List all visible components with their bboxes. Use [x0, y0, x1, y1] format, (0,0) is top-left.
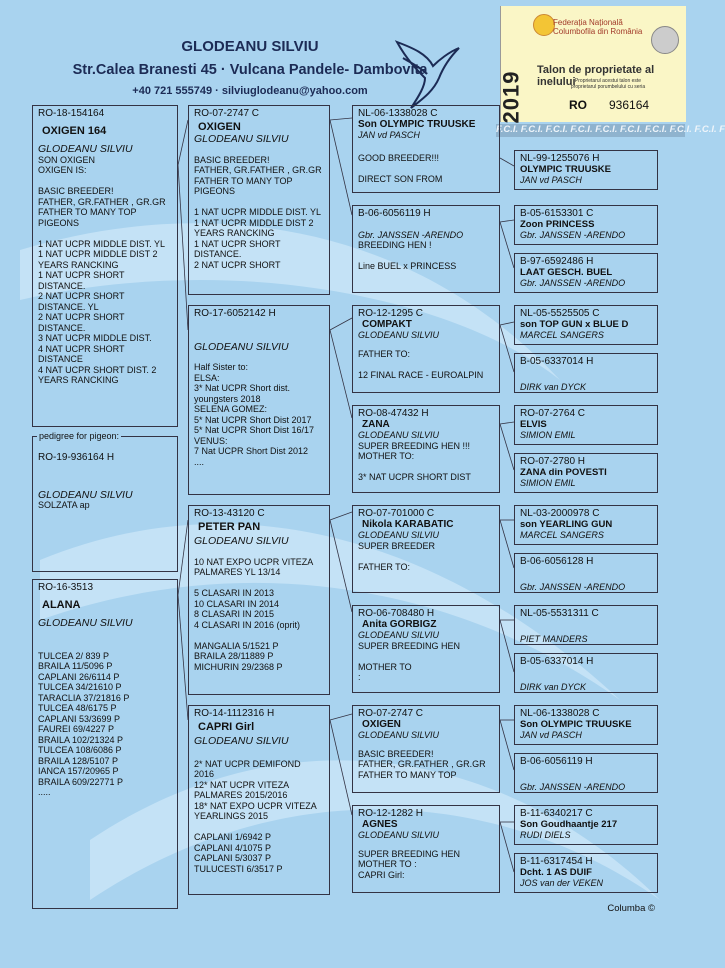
gen3-name: Son OLYMPIC TRUUSKE [358, 118, 476, 130]
gen4-card [514, 205, 658, 245]
gen3-notes: SUPER BREEDER FATHER TO: [358, 540, 436, 572]
gen3-ring: RO-07-701000 C [358, 508, 435, 519]
gen3-notes: SUPER BREEDING HEN !!! MOTHER TO: 3* NAT UCPR SHORT DIST [358, 440, 471, 482]
gen3-ring: B-06-6056119 H [358, 208, 431, 219]
gen4-card [514, 605, 658, 645]
sire-name: OXIGEN 164 [42, 124, 107, 137]
gen4-name: ELVIS [520, 418, 547, 430]
grandparent-owner: GLODEANU SILVIU [194, 735, 289, 747]
certificate-country: RO [569, 98, 587, 112]
gen3-name: Anita GORBIGZ [362, 618, 437, 630]
gen3-name: OXIGEN [362, 718, 401, 730]
gen4-card [514, 353, 658, 393]
gen3-notes: BREEDING HEN ! Line BUEL x PRINCESS [358, 240, 457, 271]
gen4-owner: DIRK van DYCK [520, 381, 587, 392]
grandparent-name: OXIGEN [198, 120, 241, 133]
gen3-name: AGNES [362, 818, 398, 830]
gen4-owner: MARCEL SANGERS [520, 530, 604, 540]
gen4-ring: NL-06-1338028 C [520, 708, 600, 719]
gen4-card [514, 653, 658, 693]
grandparent-card [188, 705, 330, 895]
gen3-card [352, 805, 500, 893]
gen3-card [352, 205, 500, 293]
grandparent-owner: GLODEANU SILVIU [194, 535, 289, 547]
gen3-owner: GLODEANU SILVIU [358, 630, 440, 640]
gen3-ring: RO-12-1295 C [358, 308, 424, 319]
gen3-notes: GOOD BREEDER!!! DIRECT SON FROM [358, 152, 443, 184]
grandparent-card [188, 305, 330, 495]
ring-ownership-certificate [500, 6, 686, 122]
gen4-ring: B-05-6337014 H [520, 656, 594, 667]
grandparent-card [188, 505, 330, 695]
grandparent-notes: Half Sister to: ELSA: 3* Nat UCPR Short dist. youngsters 2018 SELENA GOMEZ: 5* Nat UCPR Short Dist 2017 5* Nat UCPR Short Dist 16/17 VENUS: 7 Nat UCPR Short Dist 2012 .... [194, 362, 315, 467]
gen4-ring: B-97-6592486 H [520, 256, 594, 267]
gen3-owner: GLODEANU SILVIU [358, 330, 440, 340]
dam-card [32, 579, 178, 909]
grandparent-owner: GLODEANU SILVIU [194, 340, 289, 353]
gen4-card [514, 305, 658, 345]
gen3-owner: GLODEANU SILVIU [358, 530, 440, 540]
gen4-owner: Gbr. JANSSEN -ARENDO [520, 581, 626, 592]
breeder-address: Str.Calea Branesti 45 · Vulcana Pandele- Dambovita [72, 62, 428, 78]
federation-name: Federația Națională Columbofila din România [553, 18, 643, 36]
gen4-owner: Gbr. JANSSEN -ARENDO [520, 230, 626, 240]
gen3-ring: RO-08-47432 H [358, 408, 429, 419]
gen4-owner: JAN vd PASCH [520, 730, 582, 740]
gen3-ring: RO-07-2747 C [358, 708, 424, 719]
gen4-owner: SIMION EMIL [520, 430, 576, 440]
grandparent-name: PETER PAN [198, 520, 261, 533]
fci-logo-icon [651, 26, 679, 54]
dove-logo-icon [393, 38, 463, 110]
sire-ring: RO-18-154164 [38, 108, 105, 119]
gen4-name: Son Goudhaantje 217 [520, 818, 618, 830]
certificate-subtitle: Proprietarul acestui talon este proprietarul porumbelului cu seria [570, 78, 646, 90]
gen3-owner: JAN vd PASCH [358, 130, 420, 140]
gen4-ring: B-05-6337014 H [520, 356, 594, 367]
gen4-owner: MARCEL SANGERS [520, 330, 604, 340]
gen4-owner: JAN vd PASCH [520, 175, 582, 185]
grandparent-ring: RO-07-2747 C [194, 108, 260, 119]
sire-owner: GLODEANU SILVIU [38, 143, 133, 155]
pedigree-label: pedigree for pigeon: [39, 431, 120, 441]
gen3-card [352, 105, 500, 193]
gen4-name: LAAT GESCH. BUEL [520, 266, 613, 278]
gen3-ring: NL-06-1338028 C [358, 108, 438, 119]
grandparent-ring: RO-17-6052142 H [194, 308, 276, 319]
grandparent-ring: RO-13-43120 C [194, 508, 265, 519]
gen4-card [514, 150, 658, 190]
gen3-name: ZANA [362, 418, 390, 430]
grandparent-notes: 10 NAT EXPO UCPR VITEZA PALMARES YL 13/14 5 CLASARI IN 2013 10 CLASARI IN 2014 8 CLASARI IN 2015 4 CLASARI IN 2016 (oprit) MANGALIA 5/1521 P BRAILA 28/11889 P MICHURIN 29/2368 P [194, 556, 314, 672]
grandparent-ring: RO-14-1112316 H [194, 708, 275, 719]
gen4-card [514, 805, 658, 845]
gen4-owner: SIMION EMIL [520, 478, 576, 488]
subject-owner: GLODEANU SILVIU [38, 488, 133, 501]
grandparent-owner: GLODEANU SILVIU [194, 133, 289, 145]
gen3-card [352, 605, 500, 693]
copyright-footer: Columba © [607, 903, 655, 914]
grandparent-card [188, 105, 330, 295]
breeder-name: GLODEANU SILVIU [181, 38, 319, 55]
gen3-card [352, 405, 500, 493]
gen4-name: ZANA din POVESTI [520, 466, 607, 478]
subject-card [32, 436, 178, 572]
gen4-owner: RUDI DIELS [520, 830, 571, 840]
gen3-owner: GLODEANU SILVIU [358, 830, 440, 840]
dam-owner: GLODEANU SILVIU [38, 617, 133, 629]
gen4-ring: NL-99-1255076 H [520, 153, 600, 164]
gen4-name: OLYMPIC TRUUSKE [520, 163, 611, 175]
gen4-name: Son OLYMPIC TRUUSKE [520, 718, 632, 730]
gen3-notes: FATHER TO: 12 FINAL RACE - EUROALPIN [358, 348, 484, 380]
certificate-title: Talon de proprietate al inelului [537, 64, 655, 88]
breeder-contact: +40 721 555749 · silviuglodeanu@yahoo.com [132, 85, 368, 97]
gen3-name: Nikola KARABATIC [362, 518, 454, 530]
subject-note: SOLZATA ap [38, 500, 90, 510]
grandparent-notes: BASIC BREEDER! FATHER, GR.FATHER , GR.GR FATHER TO MANY TOP PIGEONS 1 NAT UCPR MIDDLE DIST. YL 1 NAT UCPR MIDDLE DIST 2 YEARS RANCKING 1 NAT UCPR SHORT DISTANCE. 2 NAT UCPR SHORT [194, 154, 322, 270]
sire-card [32, 105, 178, 427]
gen3-owner: Gbr. JANSSEN -ARENDO [358, 229, 464, 240]
gen4-name: Dcht. 1 AS DUIF [520, 866, 592, 878]
dam-notes: TULCEA 2/ 839 P BRAILA 11/5096 P CAPLANI 26/6114 P TULCEA 34/21610 P TARACLIA 37/21816 P TULCEA 48/6175 P CAPLANI 53/3699 P FAUREI 69/4227 P BRAILA 102/21324 P TULCEA 108/6086 P BRAILA 128/5107 P IANCA 157/20965 P BRAILA 609/22771 P ..... [38, 650, 130, 797]
gen4-owner: PIET MANDERS [520, 633, 588, 644]
dam-name: ALANA [42, 598, 81, 611]
gen3-name: COMPAKT [362, 318, 412, 330]
gen3-owner: GLODEANU SILVIU [358, 730, 440, 740]
gen3-card [352, 705, 500, 793]
gen3-owner: GLODEANU SILVIU [358, 430, 440, 440]
gen4-card [514, 453, 658, 493]
gen4-ring: B-05-6153301 C [520, 208, 594, 219]
gen4-card [514, 253, 658, 293]
gen4-card [514, 405, 658, 445]
gen4-ring: NL-03-2000978 C [520, 508, 600, 519]
gen4-ring: RO-07-2780 H [520, 456, 586, 467]
gen4-ring: B-06-6056119 H [520, 756, 593, 767]
gen4-card [514, 705, 658, 745]
gen4-card [514, 505, 658, 545]
gen4-card [514, 853, 658, 893]
gen3-notes: SUPER BREEDING HEN MOTHER TO : CAPRI Girl: [358, 848, 461, 880]
gen4-ring: RO-07-2764 C [520, 408, 586, 419]
gen4-name: son TOP GUN x BLUE D [520, 318, 629, 330]
federation-logo-icon [533, 14, 555, 36]
gen3-card [352, 305, 500, 393]
gen4-ring: B-11-6317454 H [520, 856, 593, 867]
gen4-owner: Gbr. JANSSEN -ARENDO [520, 278, 626, 288]
subject-ring: RO-19-936164 H [38, 452, 115, 463]
sire-notes: SON OXIGEN OXIGEN IS: BASIC BREEDER! FATHER, GR.FATHER , GR.GR FATHER TO MANY TOP PIGEONS 1 NAT UCPR MIDDLE DIST. YL 1 NAT UCPR MIDDLE DIST 2 YEARS RANCKING 1 NAT UCPR SHORT DISTANCE. 2 NAT UCPR SHORT DISTANCE. YL 2 NAT UCPR SHORT DISTANCE. 3 NAT UCPR MIDDLE DIST. 4 NAT UCPR SHORT DISTANCE 4 NAT UCPR SHORT DIST. 2 YEARS RANCKING [38, 154, 166, 385]
gen3-ring: RO-06-708480 H [358, 608, 435, 619]
gen4-card [514, 753, 658, 793]
gen4-owner: DIRK van DYCK [520, 681, 587, 692]
fci-band: F.C.I. F.C.I. F.C.I. F.C.I. F.C.I. F.C.I. F.C.I. F.C.I. F.C.I. F [496, 124, 725, 135]
gen3-notes: BASIC BREEDER! FATHER, GR.FATHER , GR.GR FATHER TO MANY TOP [358, 748, 486, 780]
gen4-card [514, 553, 658, 593]
gen4-owner: Gbr. JANSSEN -ARENDO [520, 781, 626, 792]
certificate-number: 936164 [609, 98, 650, 112]
gen4-ring: B-06-6056128 H [520, 556, 594, 567]
grandparent-notes: 2* NAT UCPR DEMIFOND 2016 12* NAT UCPR VITEZA PALMARES 2015/2016 18* NAT EXPO UCPR VITEZA YEARLINGS 2015 CAPLANI 1/6942 P CAPLANI 4/1075 P CAPLANI 5/3037 P TULUCESTI 6/3517 P [194, 758, 317, 874]
gen4-ring: NL-05-5525505 C [520, 308, 600, 319]
gen4-name: Zoon PRINCESS [520, 218, 595, 230]
gen4-ring: NL-05-5531311 C [520, 608, 599, 619]
gen4-owner: JOS van der VEKEN [520, 878, 604, 888]
certificate-year: 2019 [498, 70, 524, 124]
gen3-ring: RO-12-1282 H [358, 808, 424, 819]
gen3-notes: SUPER BREEDING HEN MOTHER TO : [358, 640, 461, 682]
gen3-card [352, 505, 500, 593]
dam-ring: RO-16-3513 [38, 582, 94, 593]
gen4-name: son YEARLING GUN [520, 518, 613, 530]
gen4-ring: B-11-6340217 C [520, 808, 593, 819]
grandparent-name: CAPRI Girl [198, 720, 255, 733]
